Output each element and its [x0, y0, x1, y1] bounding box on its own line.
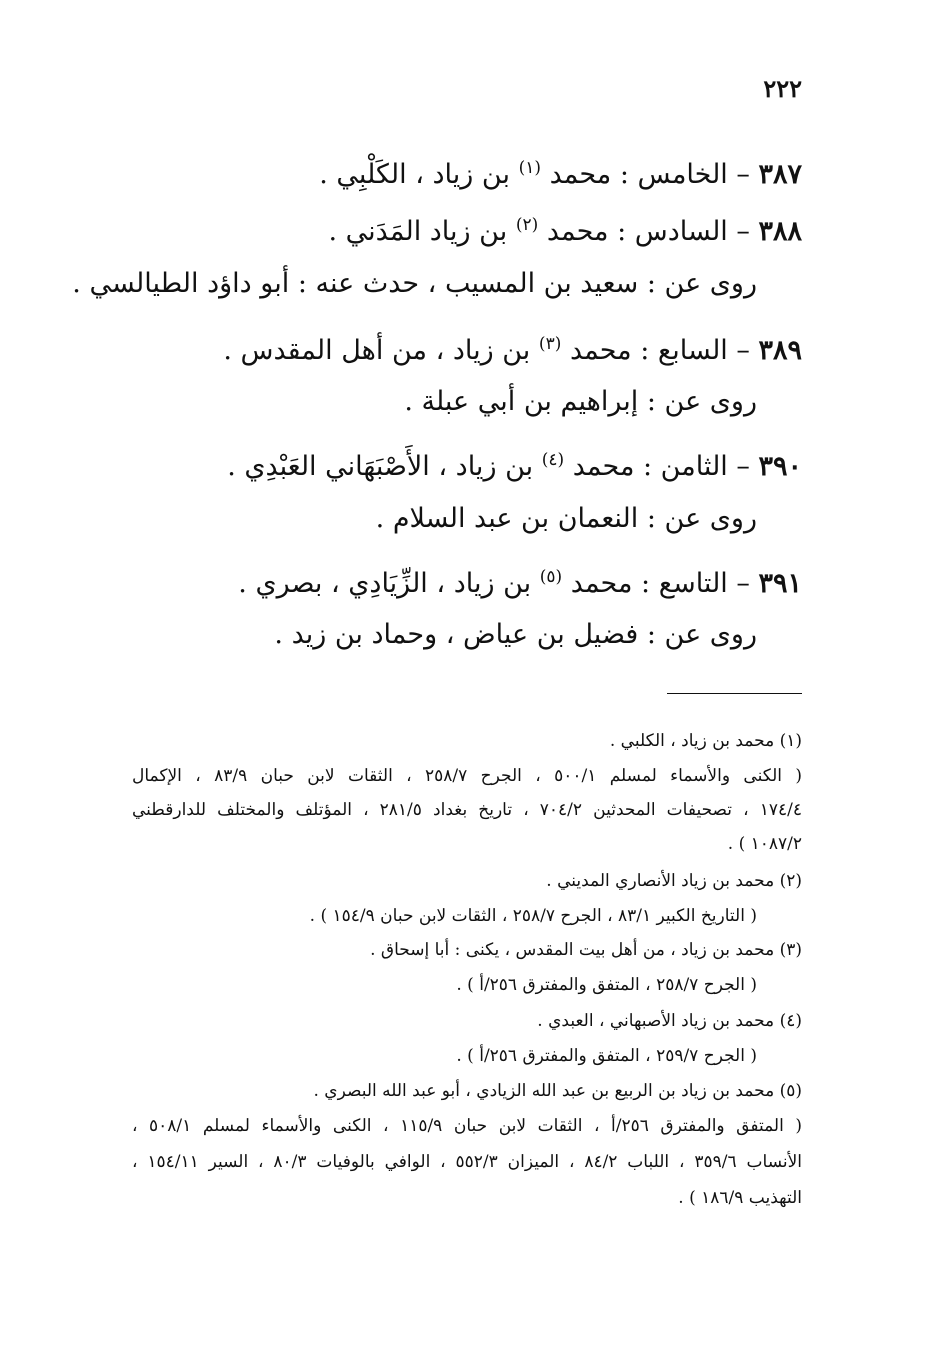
entry-390 — [120, 442, 802, 485]
entry-heading: – التاسع : محمد — [570, 568, 750, 599]
entry-text: بن زياد ، الأَصْبَهَاني العَبْدِي . — [227, 451, 534, 482]
entry-text: بن زياد ، الكَلْبِي . — [319, 159, 510, 190]
footnote-line: (٤) محمد بن زياد الأصبهاني ، العبدي . — [537, 1011, 802, 1031]
footnote-line: التهذيب ١٨٦/٩ ) . — [678, 1188, 802, 1208]
footnote-line: ( المتفق والمفترق ٢٥٦/أ ، الثقات لابن حبان ١١٥/٩ ، الكنى والأسماء لمسلم ٥٠٨/١ ، — [132, 1116, 802, 1136]
footnote-marker: (١) — [518, 158, 541, 178]
footnote-line: الأنساب ٣٥٩/٦ ، اللباب ٨٤/٢ ، الميزان ٥٥٢/٣ ، الوافي بالوفيات ٨٠/٣ ، السير ١٥٤/١١ ، — [132, 1152, 803, 1172]
entry-heading: – السادس : محمد — [546, 216, 750, 247]
entry-heading: – السابع : محمد — [569, 335, 750, 366]
footnote-line: (١) محمد بن زياد ، الكلبي . — [609, 731, 802, 751]
footnote-marker: (٢) — [515, 215, 539, 235]
entry-text: بن زياد المَدَني . — [328, 216, 508, 247]
footnote-line: ( التاريخ الكبير ٨٣/١ ، الجرح ٢٥٨/٧ ، الثقات لابن حبان ١٥٤/٩ ) . — [309, 906, 757, 926]
footnote-line: ١٧٤/٤ ، تصحيفات المحدثين ٧٠٤/٢ ، تاريخ بغداد ٢٨١/٥ ، المؤتلف والمختلف للدارقطني — [132, 800, 802, 820]
entry-text: بن زياد ، من أهل المقدس . — [223, 335, 531, 366]
narration-389: روى عن : إبراهيم بن أبي عبلة . — [404, 386, 757, 417]
footnote-marker: (٣) — [538, 334, 562, 354]
entry-number: ٣٨٩ — [758, 335, 802, 366]
entry-391 — [120, 559, 802, 602]
entry-number: ٣٨٨ — [758, 216, 802, 247]
entry-heading: – الثامن : محمد — [572, 451, 750, 482]
footnote-separator — [667, 693, 802, 694]
page-number: ٢٢٢ — [763, 74, 802, 103]
entry-number: ٣٨٧ — [758, 159, 802, 190]
footnote-marker: (٤) — [541, 450, 565, 470]
entry-number: ٣٩٠ — [758, 451, 802, 482]
entry-heading: – الخامس : محمد — [549, 159, 750, 190]
footnote-line: (٥) محمد بن زياد بن الربيع بن عبد الله الزيادي ، أبو عبد الله البصري . — [313, 1081, 802, 1101]
entry-number: ٣٩١ — [758, 568, 802, 599]
footnote-line: ( الجرح ٢٥٩/٧ ، المتفق والمفترق ٢٥٦/أ ) . — [456, 1046, 757, 1066]
footnote-line: (٣) محمد بن زياد ، من أهل بيت المقدس ، يكنى : أبا إسحاق . — [370, 940, 802, 960]
entry-387 — [120, 150, 802, 193]
footnote-line: ( الكنى والأسماء لمسلم ٥٠٠/١ ، الجرح ٢٥٨/٧ ، الثقات لابن حبان ٨٣/٩ ، الإكمال — [132, 766, 803, 786]
entry-388 — [120, 207, 802, 250]
footnote-marker: (٥) — [539, 567, 563, 587]
narration-391: روى عن : فضيل بن عياض ، وحماد بن زيد . — [274, 619, 757, 650]
entry-389 — [120, 326, 802, 369]
entry-text: بن زياد ، الزِّيَادِي ، بصري . — [238, 568, 532, 599]
footnote-line: ( الجرح ٢٥٨/٧ ، المتفق والمفترق ٢٥٦/أ ) . — [456, 975, 757, 995]
footnote-line: (٢) محمد بن زياد الأنصاري المديني . — [546, 871, 802, 891]
narration-390: روى عن : النعمان بن عبد السلام . — [375, 503, 757, 534]
narration-388: روى عن : سعيد بن المسيب ، حدث عنه : أبو داؤد الطيالسي . — [72, 268, 757, 299]
footnote-line: ١٠٨٧/٢ ) . — [727, 834, 802, 854]
